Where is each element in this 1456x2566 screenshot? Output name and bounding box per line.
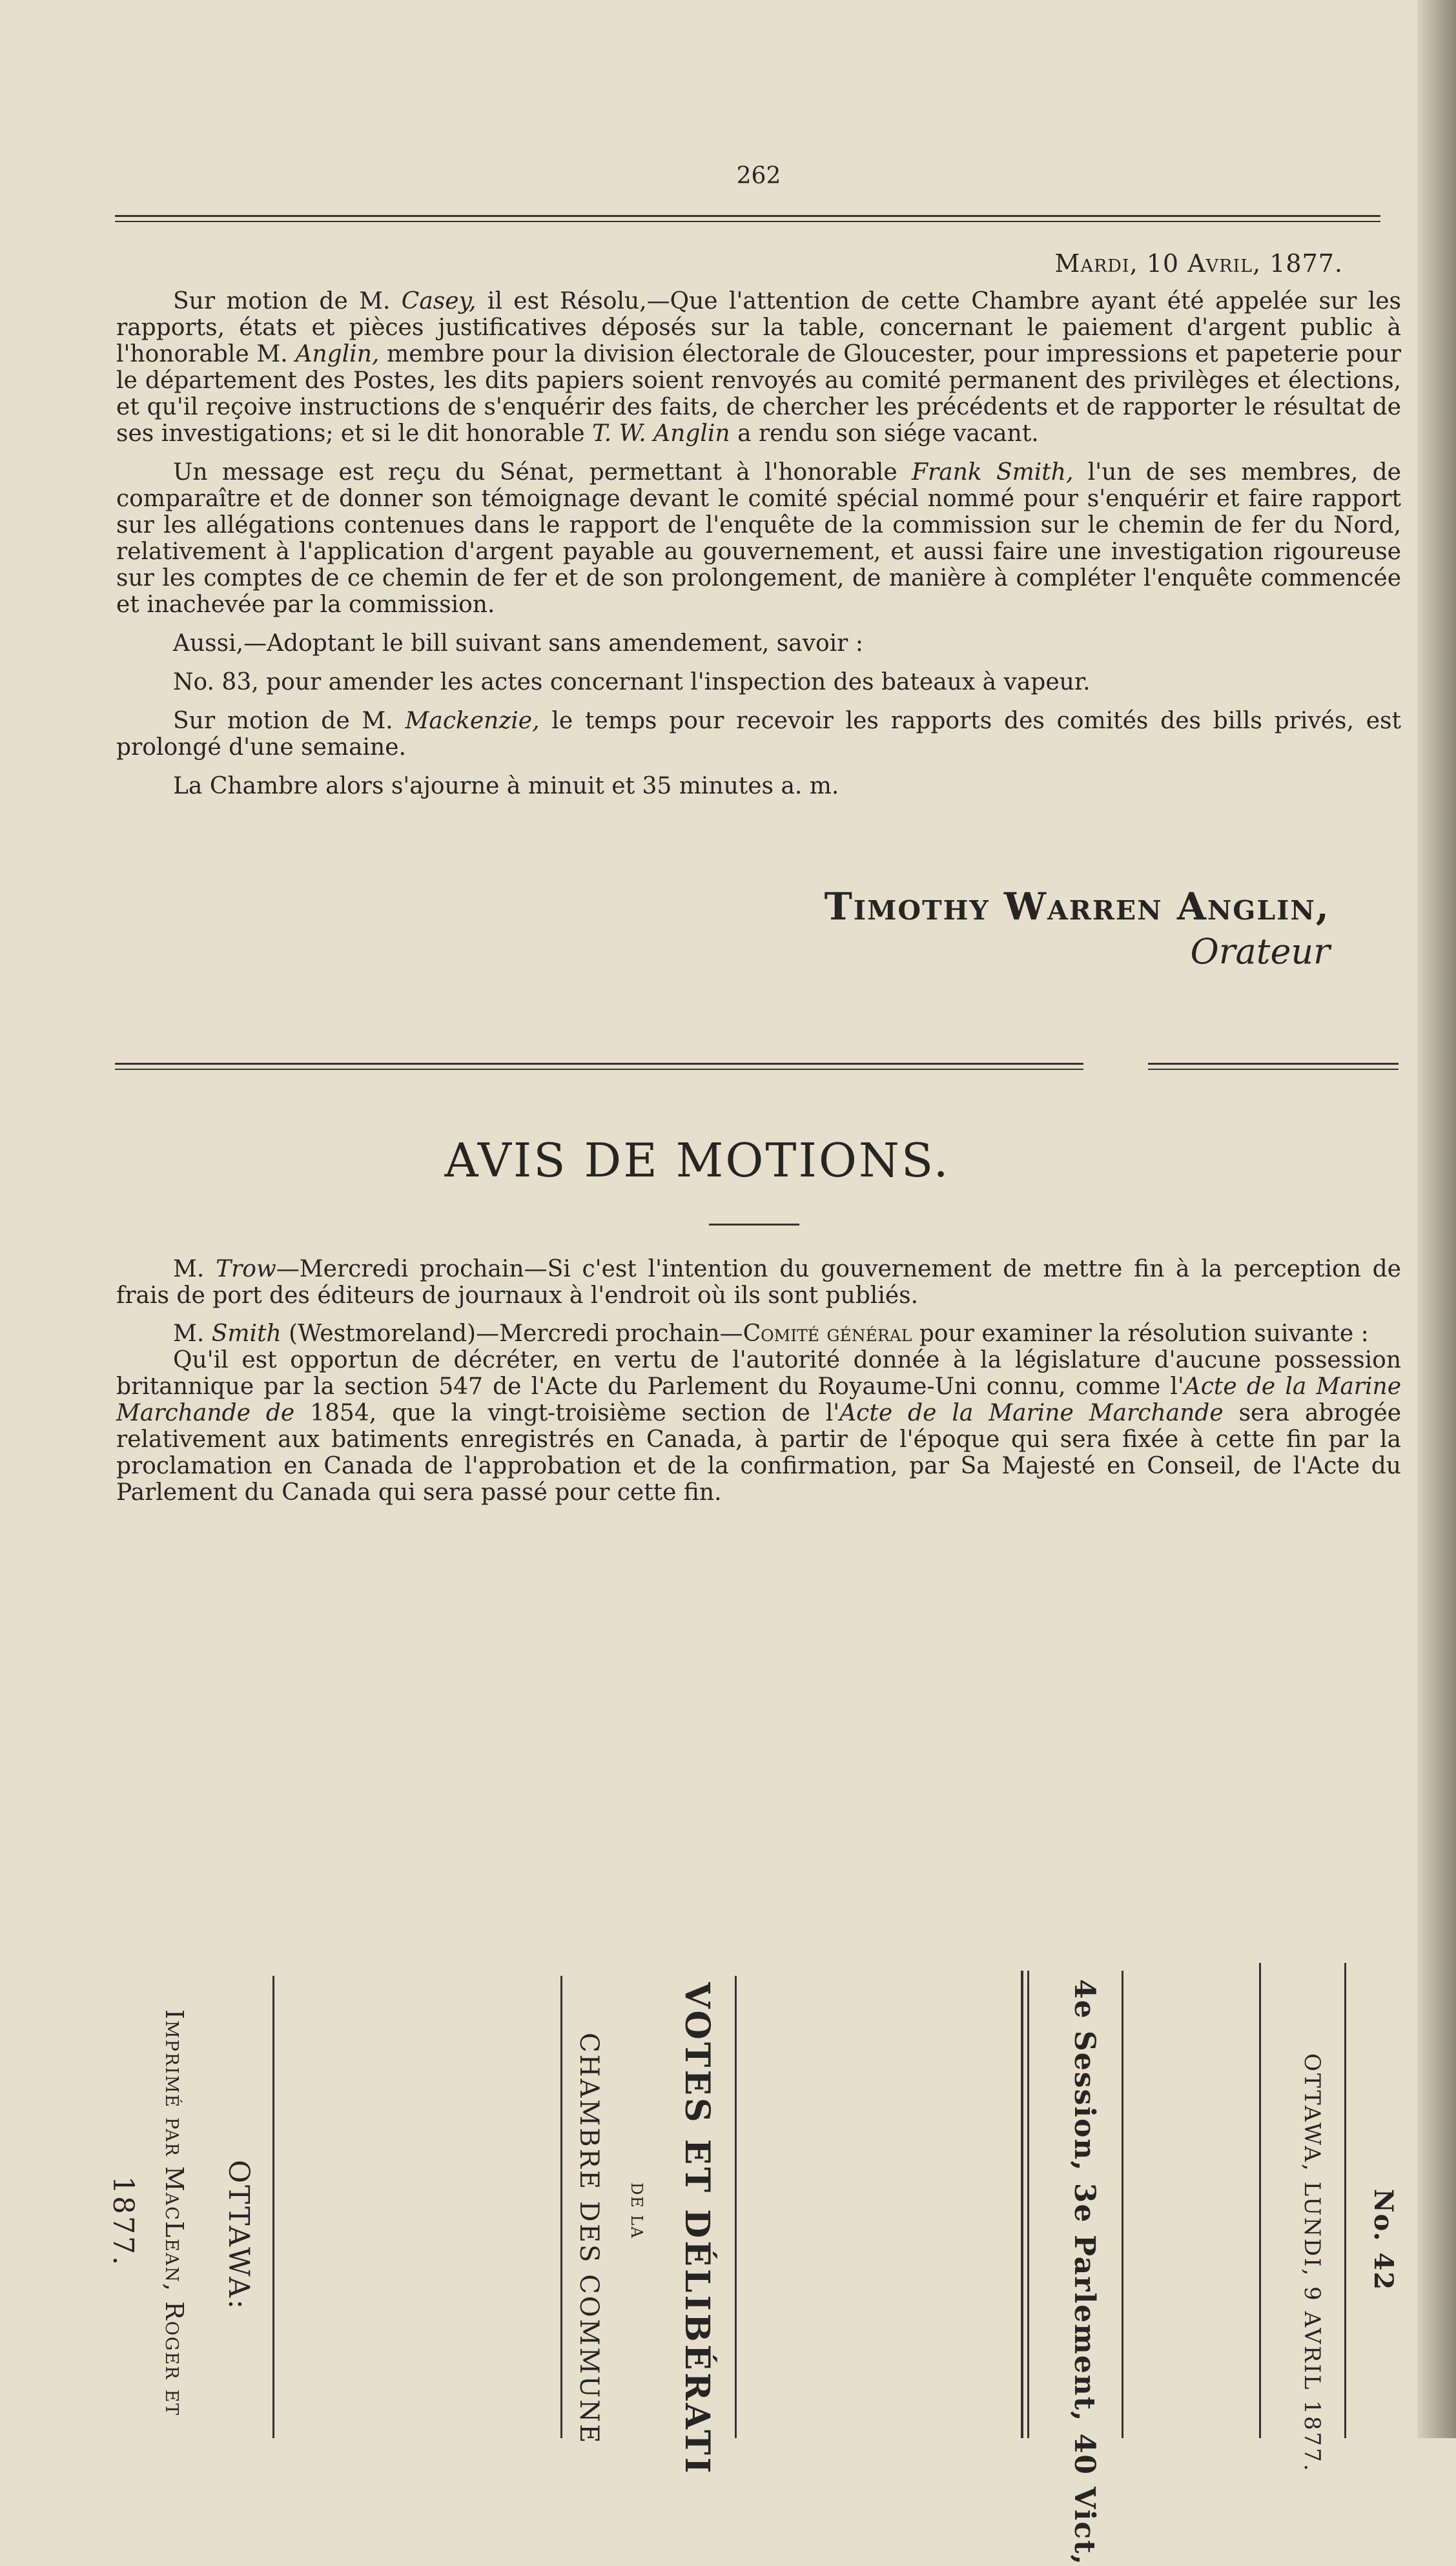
cover-printer: Imprimé par MacLean, Roger et — [160, 2009, 189, 2417]
cover-de-la: DE LA — [628, 2182, 646, 2239]
paragraph-text: No. 83, pour amender les actes concernant l'inspection des bateaux à vapeur. — [173, 669, 1091, 695]
proceedings-paragraph — [116, 459, 1401, 618]
page-number: 262 — [736, 163, 781, 189]
proceedings-section — [116, 288, 1401, 812]
cover-votes-title: VOTES ET DÉLIBÉRATI — [677, 1982, 717, 2476]
cover-chamber: CHAMBRE DES COMMUNE — [574, 2033, 604, 2445]
dateline: Mardi, 10 Avril, 1877. — [1054, 249, 1343, 278]
notice-paragraph — [116, 1347, 1401, 1506]
paragraph-text: (Westmoreland)—Mercredi prochain— — [281, 1320, 743, 1347]
proceedings-paragraph — [116, 773, 1401, 799]
paragraph-text: il est Résolu,—Que l'attention de cette Chambre ayant été appelée sur les rapports, états et pièces justificatives déposés sur la table, concernant le paiement d'argent public à l'honorable M. — [116, 288, 1402, 367]
paragraph-text: l'un de ses membres, de comparaître et de donner son témoignage devant le comité spécial nommé pour s'enquérir et faire rapport sur les allégations contenues dans le rapport de l'enquête de la commission sur le chemin de fer du Nord, relativement à l'application d'argent payable au gouvernement, et aussi faire une investigation rigoureuse sur les comptes de ce chemin de fer et de son prolongement, de manière à compléter l'enquête commencée et inachevée par la commission. — [116, 459, 1401, 618]
proceedings-paragraph — [116, 288, 1401, 447]
speaker-name: Timothy Warren Anglin, — [824, 885, 1330, 929]
paragraph-text: Aussi,—Adoptant le bill suivant sans amendement, savoir : — [173, 630, 863, 657]
cover-rule-3 — [735, 1976, 737, 2438]
paragraph-text: M. — [173, 1320, 212, 1347]
cover-rule-2 — [560, 1976, 562, 2438]
cover-rule-8 — [1344, 1963, 1346, 2438]
cover-date: OTTAWA, LUNDI, 9 AVRIL 1877. — [1299, 2053, 1325, 2473]
cover-rule-7 — [1259, 1963, 1261, 2438]
page-edge-shadow — [1417, 0, 1456, 2438]
cover-rule-1 — [272, 1976, 274, 2438]
paragraph-text: sera abrogée relativement aux batiments enregistrés en Canada, à partir de l'époque qui sera fixée à cette fin par la proclamation en Canada de l'approbation et de la confirmation, par Sa Majesté en Conseil, de l'Acte du Parlement du Canada qui sera passé pour cette fin. — [116, 1400, 1402, 1506]
italic-name: T. W. Anglin — [591, 420, 730, 447]
italic-name: Acte de la Marine Marchande — [839, 1400, 1224, 1426]
paragraph-text: pour examiner la résolution suivante : — [912, 1320, 1369, 1347]
italic-name: Trow — [216, 1256, 276, 1282]
paragraph-text: Qu'il est opportun de décréter, en vertu de l'autorité donnée à la législature d'aucune possession britannique par la section 547 de l'Acte du Parlement du Royaume-Uni connu, comme l' — [116, 1347, 1401, 1400]
italic-name: Frank Smith, — [911, 459, 1074, 486]
paragraph-text: 1854, que la vingt-troisième section de l' — [294, 1400, 840, 1426]
proceedings-paragraph — [116, 669, 1401, 695]
speaker-title: Orateur — [1190, 931, 1330, 972]
paragraph-text: M. — [173, 1256, 216, 1282]
paragraph-text: membre pour la division électorale de Gloucester, pour impressions et papeterie pour le département des Postes, les dits papiers soient renvoyés au comité permanent des privilèges et élections, et qu'il reçoive instructions de s'enquérir des faits, de chercher les précédents et de rapporter le résultat de ses investigations; et si le dit honorable — [116, 341, 1402, 447]
cover-city: OTTAWA: — [222, 2160, 255, 2311]
cover-rule-5 — [1027, 1971, 1029, 2438]
paragraph-text: a rendu son siége vacant. — [730, 420, 1039, 447]
italic-name: Acte de la Marine Marchande de — [116, 1373, 1402, 1426]
paragraph-text: Un message est reçu du Sénat, permettant à l'honorable — [173, 459, 912, 486]
cover-rule-4 — [1021, 1971, 1023, 2438]
italic-name: Mackenzie, — [405, 708, 540, 734]
title-underline — [709, 1224, 799, 1226]
paragraph-text: —Mercredi prochain—Si c'est l'intention du gouvernement de mettre fin à la perception de frais de port des éditeurs de journaux à l'endroit où ils sont publiés. — [116, 1256, 1401, 1309]
paragraph-text: La Chambre alors s'ajourne à minuit et 35 minutes a. m. — [173, 773, 839, 799]
notice-paragraph — [116, 1256, 1401, 1309]
notices-title: AVIS DE MOTIONS. — [444, 1133, 950, 1187]
cover-number: No. 42 — [1368, 2189, 1399, 2292]
cover-rule-6 — [1122, 1971, 1123, 2438]
speaker-signature — [825, 885, 1330, 972]
cover-session: 4e Session, 3e Parlement, 40 Vict, — [1068, 1979, 1101, 2566]
italic-name: Anglin, — [295, 341, 380, 367]
notice-paragraph — [116, 1320, 1401, 1347]
paragraph-text: Sur motion de M. — [173, 708, 405, 734]
cover-year: 1877. — [107, 2176, 139, 2267]
italic-name: Casey, — [401, 288, 477, 314]
notices-section — [116, 1256, 1401, 1517]
proceedings-paragraph — [116, 708, 1401, 761]
paragraph-text: Comité général — [743, 1320, 912, 1347]
section-divider-rule — [115, 1063, 1083, 1070]
header-double-rule — [115, 215, 1380, 222]
italic-name: Smith — [211, 1320, 282, 1347]
paragraph-text: Sur motion de M. — [173, 288, 402, 314]
proceedings-paragraph — [116, 630, 1401, 657]
section-divider-rule-right — [1148, 1063, 1399, 1070]
paragraph-text: le temps pour recevoir les rapports des comités des bills privés, est prolongé d'une semaine. — [116, 708, 1401, 761]
